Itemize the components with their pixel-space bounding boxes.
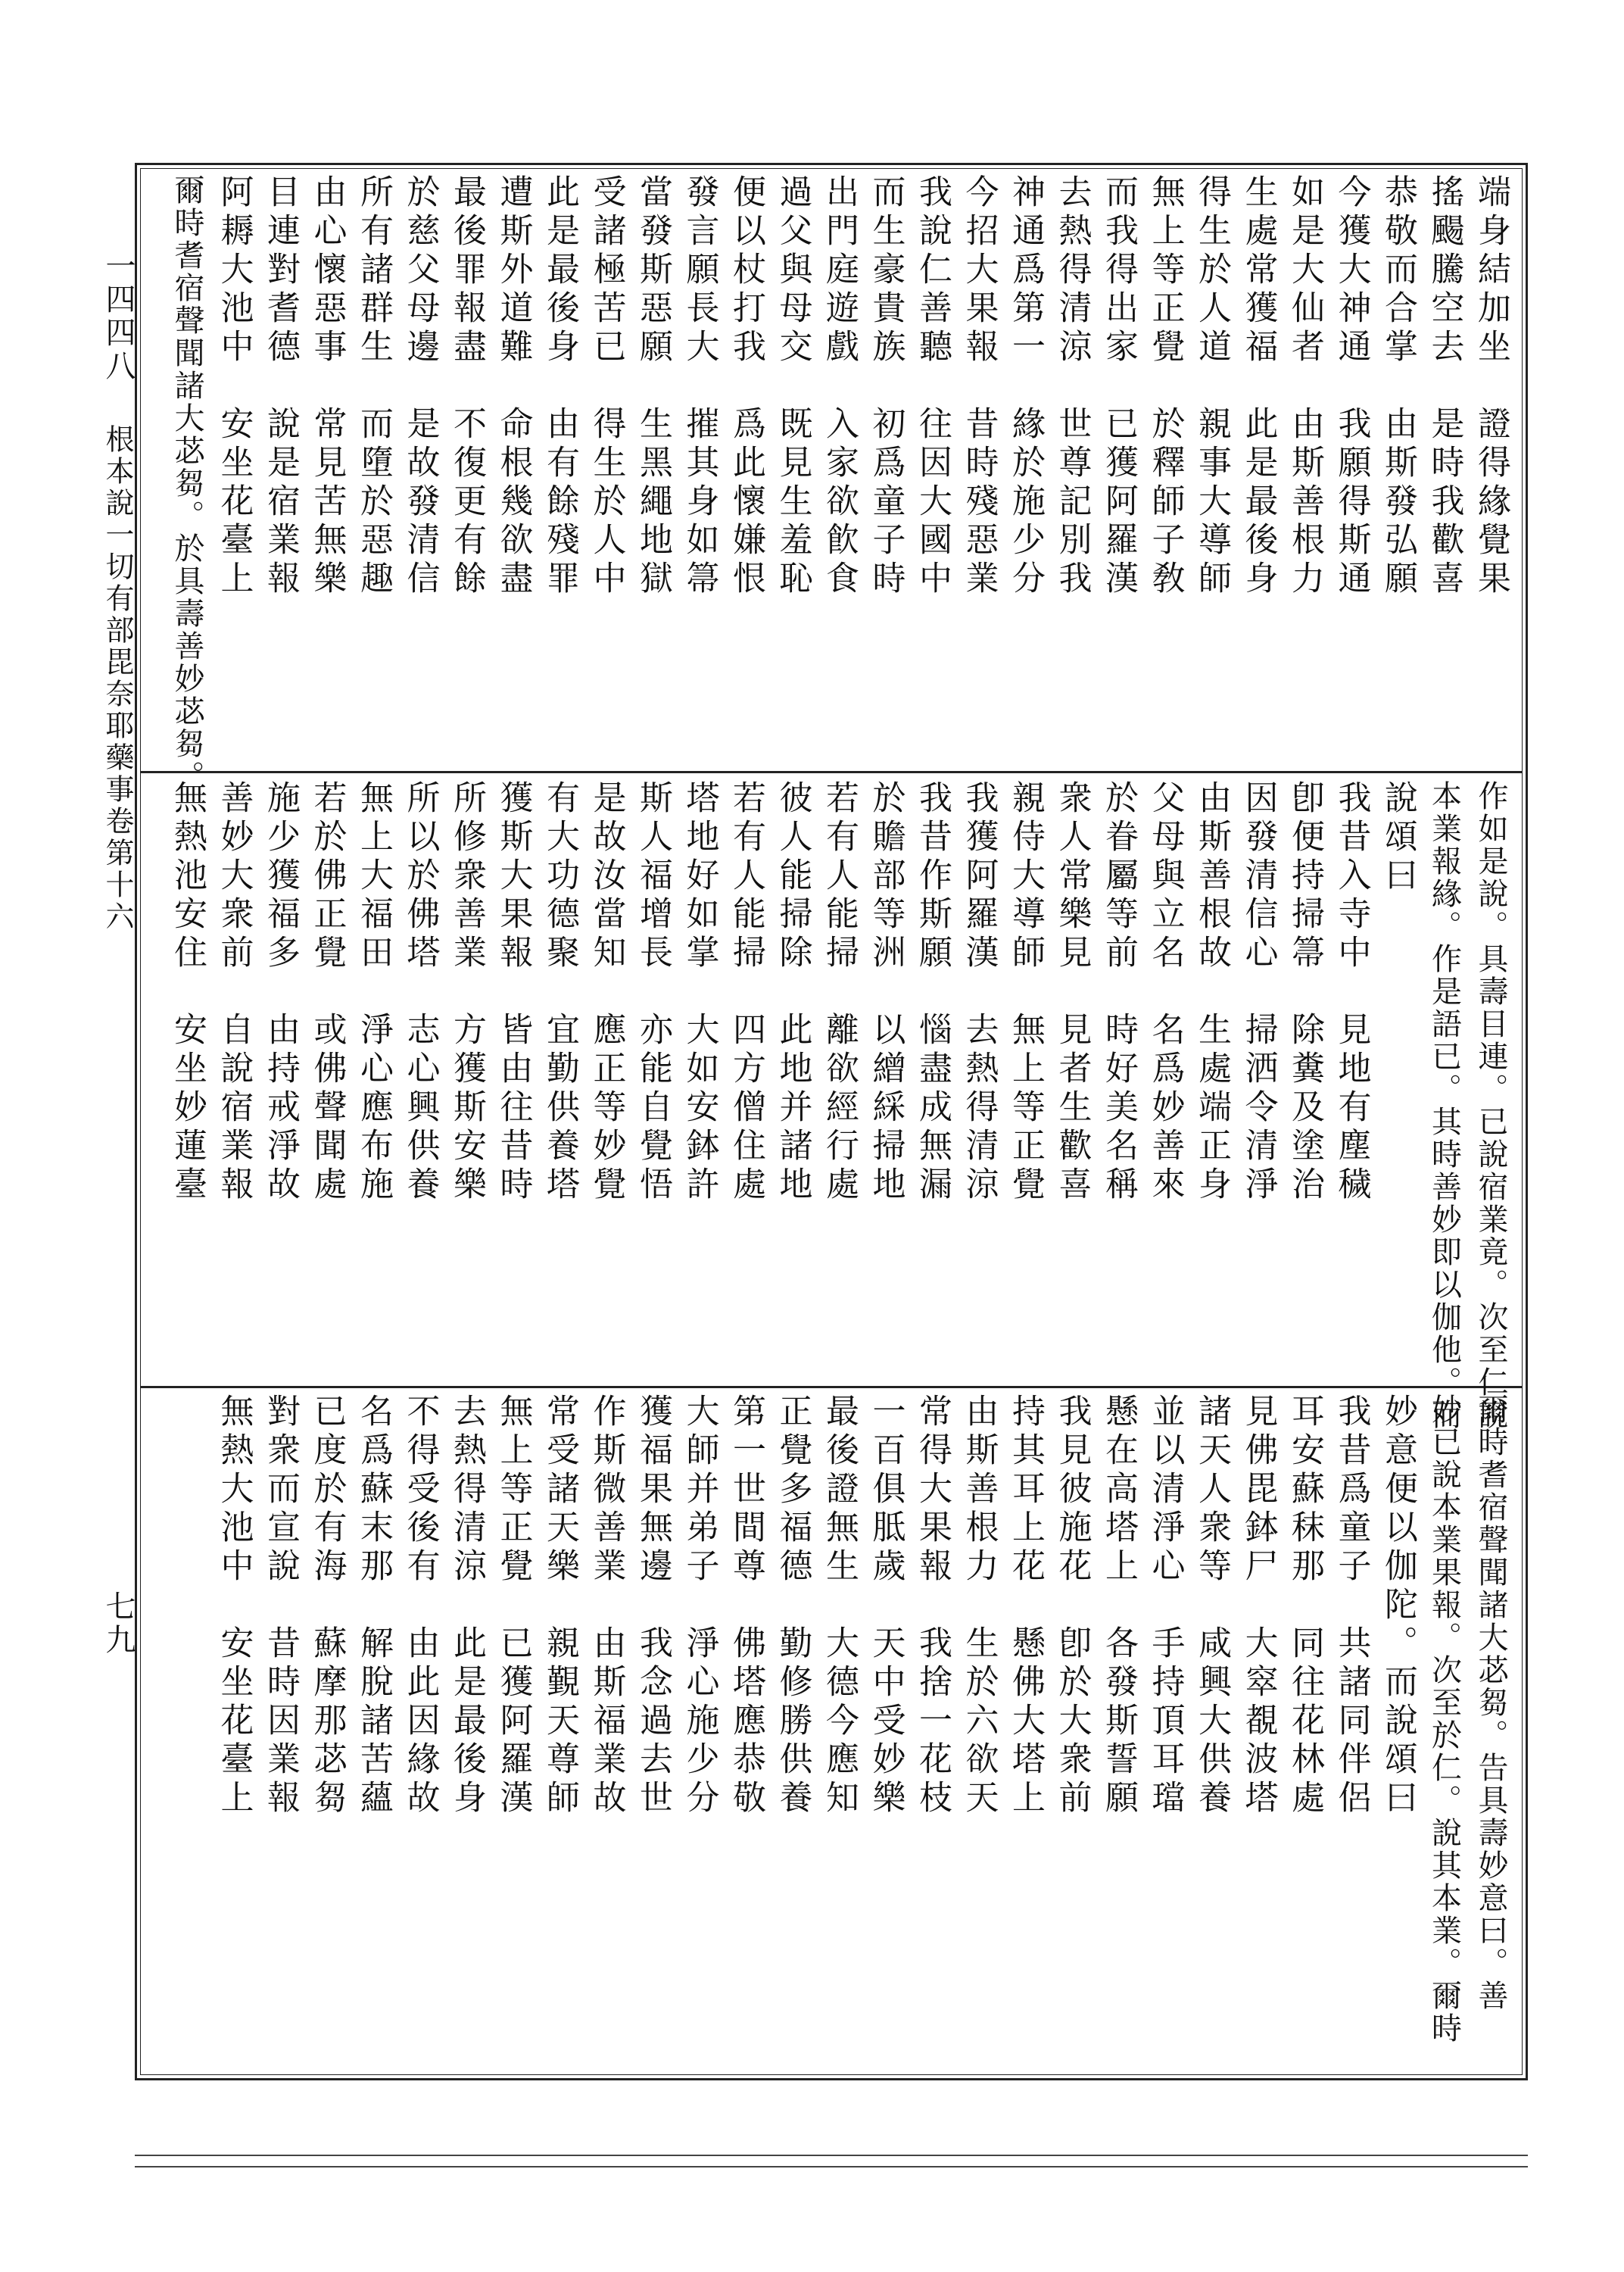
text-column: 並以清淨心 手持頂耳璫 [1146,1393,1185,1818]
text-column: 於贍部等洲 以繒綵掃地 [866,780,906,1205]
text-column: 爾時耆宿聲聞諸大苾芻。告具壽妙意曰。善 [1473,1393,1508,2012]
text-column: 端身結加坐 證得緣覺果 [1472,174,1510,599]
text-column: 若有人能掃 四方僧住處 [727,780,765,1205]
text-column: 今獲大神通 我願得斯通 [1332,174,1371,599]
text-column: 過父與母交 既見生羞恥 [773,174,812,599]
text-column: 善妙大衆前 自說宿業報 [214,780,254,1205]
text-column: 神通爲第一 緣於施少分 [1006,174,1045,599]
text-column: 持其耳上花 懸佛大塔上 [1006,1393,1045,1818]
text-column: 於眷屬等前 時好美名稱 [1099,780,1138,1205]
text-column: 發言願長大 摧其身如箒 [680,174,719,599]
text-column: 恭敬而合掌 由斯發弘願 [1379,174,1417,599]
text-column: 無上大福田 淨心應布施 [354,780,393,1205]
text-column: 由心懷惡事 常見苦無樂 [307,174,347,599]
text-column: 作斯微善業 由斯福業故 [587,1393,626,1818]
text-column: 去熱得清涼 世尊記別我 [1052,174,1092,599]
text-column: 懸在高塔上 各發斯誓願 [1099,1393,1138,1818]
text-column: 若有人能掃 離欲經行處 [820,780,859,1205]
text-column: 遭斯外道難 命根幾欲盡 [494,174,533,599]
text-column: 去熱得清涼 此是最後身 [447,1393,486,1818]
text-column: 第一世間尊 佛塔應恭敬 [727,1393,765,1818]
page-header-number: 一四四八 [101,250,136,383]
text-column: 無熱池安住 安坐妙蓮臺 [168,780,207,1205]
text-column: 如是大仙者 由斯善根力 [1286,174,1324,599]
text-column: 有大功德聚 宜勤供養塔 [541,780,579,1205]
text-column: 最後證無生 大德今應知 [820,1393,859,1818]
text-column: 今招大果報 昔時殘惡業 [959,174,999,599]
text-column: 當發斯惡願 生黑繩地獄 [634,174,672,599]
text-column: 因發清信心 掃洒令清淨 [1239,780,1278,1205]
section-divider-2 [140,1386,1523,1388]
text-column: 本業報緣。作是語已。其時善妙即以伽他。而 [1426,780,1462,1431]
text-column: 生處常獲福 此是最後身 [1239,174,1278,599]
text-column: 若於佛正覺 或佛聲聞處 [307,780,347,1205]
footer-rule-top [135,2155,1528,2156]
text-column: 諸天人衆等 咸興大供養 [1192,1393,1231,1818]
text-column: 而我得出家 已獲阿羅漢 [1099,174,1138,599]
text-column: 常得大果報 我捨一花枝 [913,1393,952,1818]
book-title: 根本說一切有部毘奈耶藥事卷第十六 [101,424,134,933]
text-column: 我昔爲童子 共諸同伴侶 [1332,1393,1371,1818]
text-column: 而生豪貴族 初爲童子時 [866,174,906,599]
text-column: 耳安蘇秣那 同往花林處 [1286,1393,1324,1818]
text-column: 得生於人道 親事大導師 [1192,174,1231,599]
text-column: 塔地好如掌 大如安鉢許 [680,780,719,1205]
text-column: 說頌曰 [1379,780,1417,896]
text-column: 獲斯大果報 皆由往昔時 [494,780,533,1205]
text-column: 彼人能掃除 此地并諸地 [773,780,812,1205]
text-column: 所修衆善業 方獲斯安樂 [447,780,486,1205]
text-column: 阿耨大池中 安坐花臺上 [214,174,254,599]
text-column: 我見彼施花 卽於大衆前 [1052,1393,1092,1818]
text-column: 於慈父母邊 是故發清信 [401,174,440,599]
text-column: 衆人常樂見 見者生歡喜 [1052,780,1092,1205]
text-column: 正覺多福德 勤修勝供養 [773,1393,812,1818]
text-column: 無熱大池中 安坐花臺上 [214,1393,254,1818]
section-verses-2 [151,780,1514,1431]
text-column: 所以於佛塔 志心興供養 [401,780,440,1205]
section-divider-1 [140,771,1523,773]
text-column: 妙意便以伽陀。而說頌曰 [1379,1393,1417,1818]
text-column: 出門庭遊戲 入家欲飮食 [820,174,859,599]
text-column: 作如是說。具壽目連。已說宿業竟。次至仁說 [1473,780,1508,1431]
text-column: 不得受後有 由此因緣故 [401,1393,440,1818]
text-column: 我說仁善聽 往因大國中 [913,174,952,599]
text-column: 斯人福增長 亦能自覺悟 [634,780,672,1205]
text-column: 施少獲福多 由持戒淨故 [261,780,300,1205]
text-column: 父母與立名 名爲妙善來 [1146,780,1185,1205]
text-column: 所有諸群生 而墮於惡趣 [354,174,393,599]
text-column: 對衆而宣說 昔時因業報 [261,1393,300,1818]
page-number: 七九 [101,1590,136,1657]
text-column: 是故汝當知 應正等妙覺 [587,780,626,1205]
text-column: 無上等正覺 於釋師子敎 [1146,174,1185,599]
section-verses-3 [151,1393,1514,2071]
text-column: 受諸極苦已 得生於人中 [587,174,626,599]
text-column: 親侍大導師 無上等正覺 [1006,780,1045,1205]
text-column: 此是最後身 由有餘殘罪 [541,174,579,599]
text-column: 搖颺騰空去 是時我歡喜 [1425,174,1464,599]
text-column: 獲福果無邊 我念過去世 [634,1393,672,1818]
text-column: 卽便持掃箒 除糞及塗治 [1286,780,1324,1205]
text-column: 大師并弟子 淨心施少分 [680,1393,719,1818]
text-column: 一百俱胝歲 天中受妙樂 [866,1393,906,1818]
text-column: 常受諸天樂 親覲天尊師 [541,1393,579,1818]
text-column: 我獲阿羅漢 去熱得清涼 [959,780,999,1205]
text-column: 由斯善根故 生處端正身 [1192,780,1231,1205]
text-column: 爾時耆宿聲聞諸大苾芻。於具壽善妙苾芻。 [170,174,204,793]
section-verses-1 [151,174,1514,793]
footer-rule-bottom [135,2166,1528,2167]
text-column: 見佛毘鉢尸 大窣覩波塔 [1239,1393,1278,1818]
text-column: 名爲蘇末那 解脫諸苦蘊 [354,1393,393,1818]
text-column: 妙已說本業果報。次至於仁。說其本業。爾時 [1426,1393,1462,2045]
text-column: 由斯善根力 生於六欲天 [959,1393,999,1818]
text-column: 最後罪報盡 不復更有餘 [447,174,486,599]
text-column: 無上等正覺 已獲阿羅漢 [494,1393,533,1818]
text-column: 便以杖打我 爲此懷嫌恨 [727,174,765,599]
text-column: 目連對耆德 說是宿業報 [261,174,300,599]
text-column: 我昔入寺中 見地有塵穢 [1332,780,1371,1205]
text-column: 我昔作斯願 惱盡成無漏 [913,780,952,1205]
text-column: 已度於有海 蘇摩那苾芻 [307,1393,347,1818]
